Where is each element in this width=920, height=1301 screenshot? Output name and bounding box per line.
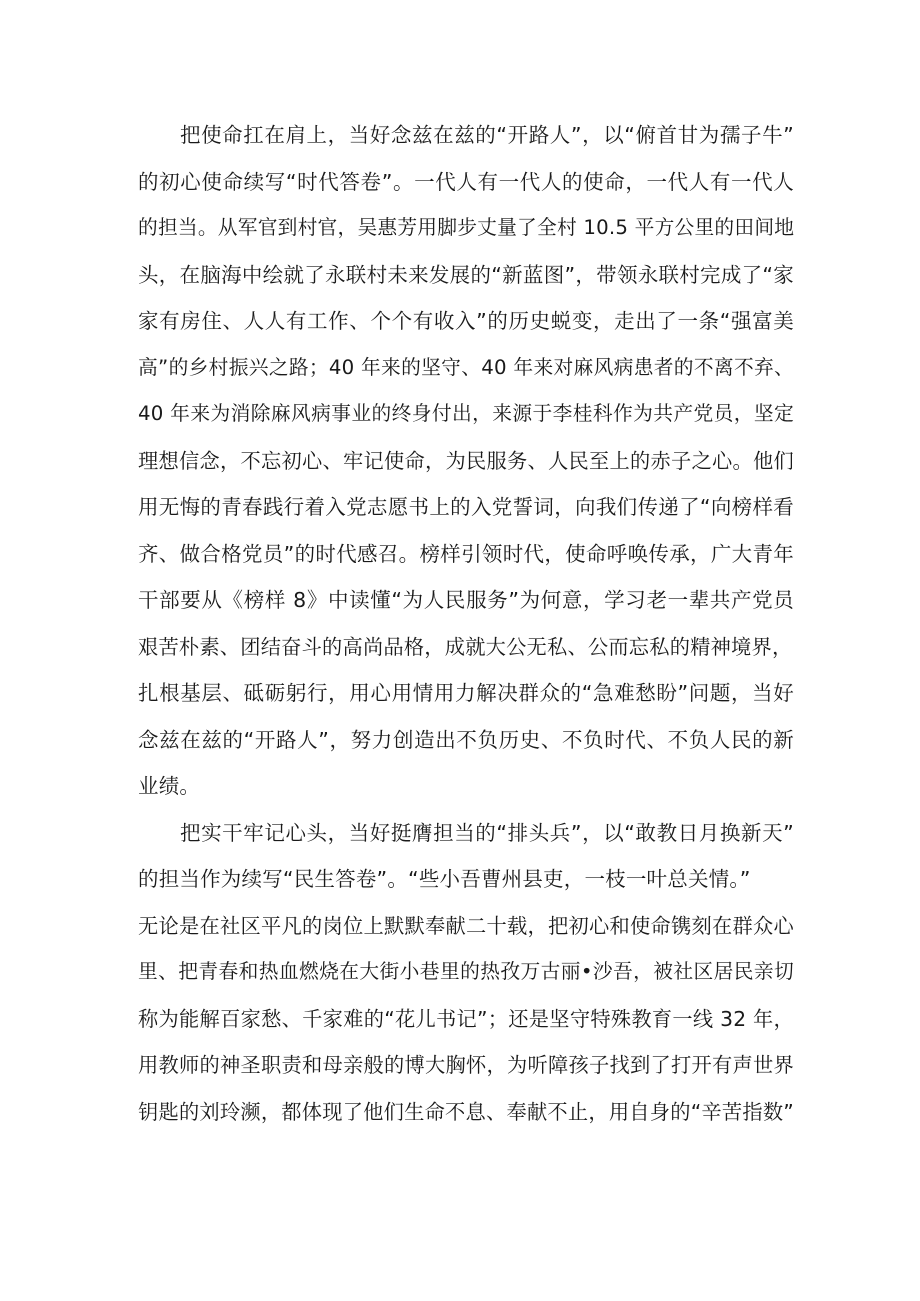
text-line: 的初心使命续写“时代答卷”。一代人有一代人的使命，一代人有一代人 bbox=[138, 169, 794, 194]
text-line: 用教师的神圣职责和母亲般的博大胸怀，为听障孩子找到了打开有声世界 bbox=[138, 1053, 794, 1077]
text-line: 把使命扛在肩上，当好念兹在兹的“开路人”，以“俯首甘为孺子牛” bbox=[180, 123, 794, 147]
text-line: 艰苦朴素、团结奋斗的高尚品格，成就大公无私、公而忘私的精神境界， bbox=[138, 634, 793, 659]
text-line: 念兹在兹的“开路人”，努力创造出不负历史、不负时代、不负人民的新 bbox=[138, 727, 794, 752]
text-line: 无论是在社区平凡的岗位上默默奉献二十载，把初心和使命镌刻在群众心 bbox=[138, 913, 794, 938]
document-body bbox=[138, 112, 794, 1135]
text-line: 的担当。从军官到村官，吴惠芳用脚步丈量了全村 10.5 平方公里的田间地 bbox=[138, 216, 795, 239]
text-line: 把实干牢记心头，当好挺膺担当的“排头兵”，以“敢教日月换新天” bbox=[180, 820, 794, 845]
paragraph-2 bbox=[138, 810, 794, 1136]
text-line: 的担当作为续写“民生答卷”。“些小吾曹州县吏，一枝一叶总关情。” bbox=[138, 867, 751, 891]
text-line: 用无悔的青春践行着入党志愿书上的入党誓词，向我们传递了“向榜样看 bbox=[138, 495, 794, 519]
text-line: 高”的乡村振兴之路；40 年来的坚守、40 年来对麻风病患者的不离不弃、 bbox=[138, 355, 794, 379]
text-line: 头，在脑海中绘就了永联村未来发展的“新蓝图”，带领永联村完成了“家 bbox=[138, 262, 794, 287]
text-line: 齐、做合格党员”的时代感召。榜样引领时代，使命呼唤传承，广大青年 bbox=[138, 541, 794, 566]
text-line: 40 年来为消除麻风病事业的终身付出，来源于李桂科作为共产党员，坚定 bbox=[138, 402, 794, 425]
text-line: 理想信念，不忘初心、牢记使命，为民服务、人民至上的赤子之心。他们 bbox=[138, 448, 794, 473]
text-line: 钥匙的刘玲濒，都体现了他们生命不息、奉献不止，用自身的“辛苦指数” bbox=[138, 1099, 794, 1124]
text-line: 业绩。 bbox=[138, 774, 201, 798]
text-line: 家有房住、人人有工作、个个有收入”的历史蜕变，走出了一条“强富美 bbox=[138, 309, 794, 333]
text-line: 扎根基层、砥砺躬行，用心用情用力解决群众的“急难愁盼”问题，当好 bbox=[138, 681, 794, 705]
paragraph-1 bbox=[138, 112, 794, 810]
text-line: 里、把青春和热血燃烧在大街小巷里的热孜万古丽•沙吾，被社区居民亲切 bbox=[138, 960, 794, 983]
text-line: 称为能解百家愁、千家难的“花儿书记”；还是坚守特殊教育一线 32 年， bbox=[138, 1006, 794, 1031]
text-line: 干部要从《榜样 8》中读懂“为人民服务”为何意，学习老一辈共产党员 bbox=[138, 588, 794, 612]
